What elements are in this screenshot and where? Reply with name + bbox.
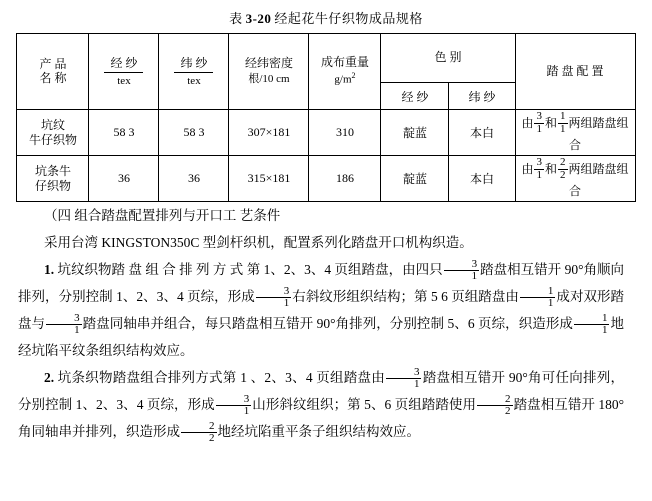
subheader-color-weft: 纬 纱: [449, 83, 515, 110]
cell-product-name: 坑条牛 仔织物: [17, 156, 89, 202]
cell-warp: 58 3: [89, 110, 159, 156]
item-2-paragraph: 2. 坑条织物踏盘组合排列方式第 1 、2、3、4 页组踏盘由 $\frac{3}{1}$ 踏盘相互错开 90°角可任向排列，分别控制 1、2、3、4 页综，形成 $\frac{3}{1}$ 山形斜纹组织；第 5、6 页组踏踏使用 $\frac{2}{2}$ 踏盘相互错开 180°角同轴串并排列，织造形成 $\frac{2}{2}$ 地经坑陷重平条子组织结构效应。: [18, 366, 625, 445]
item-1-number: 1.: [44, 262, 55, 278]
cell-weight: 310: [309, 110, 381, 156]
cell-color-warp: 靛蓝: [381, 110, 449, 156]
item-2-number: 2.: [44, 370, 55, 386]
fraction: $\frac{3}{1}$: [536, 110, 542, 135]
cell-density: 307×181: [229, 110, 309, 156]
item-1-paragraph: 1. 坑纹织物踏 盘 组 合 排 列 方 式 第 1、2、3、4 页组踏盘，由四只 $\frac{3}{1}$ 踏盘相互错开 90°角顺向排列，分别控制 1、2、3、4 页综，形成 $\frac{3}{1}$ 右斜纹形组织结构；第 5 6 页组踏盘由 $\frac{1}{1}$ 成对双形踏盘与 $\frac{3}{1}$ 踏盘同轴串并组合，每只踏盘相互错开 90°角排列，分别控制 5、6 页综，织造形成 $\frac{1}{1}$ 地经坑陷平纹条组织结构效应。: [18, 258, 625, 359]
header-weight: 成布重量 $g/m^2$: [309, 34, 381, 110]
fraction: $\frac{1}{1}$: [574, 313, 610, 336]
cell-treadle: 由 $\frac{3}{1}$ 和 $\frac{2}{2}$ 两组踏盘组合: [515, 156, 635, 202]
cell-color-weft: 本白: [449, 110, 515, 156]
fraction: $\frac{3}{1}$: [46, 313, 82, 336]
cell-weight: 186: [309, 156, 381, 202]
fraction: $\frac{3}{1}$: [216, 394, 252, 417]
table-row: [17, 156, 635, 202]
cell-color-weft: 本白: [449, 156, 515, 202]
header-treadle: 踏 盘 配 置: [515, 34, 635, 110]
fraction: $\frac{2}{2}$: [181, 421, 217, 444]
body-text: [18, 202, 624, 445]
intro-paragraph: 采用台湾 KINGSTON350C 型剑杆织机，配置系列化踏盘开口机构织造。: [44, 235, 473, 251]
table-caption: [0, 8, 652, 27]
header-warp-yarn: 经 纱 tex: [89, 34, 159, 110]
header-color-group: 色 别: [381, 34, 515, 83]
cell-warp: 36: [89, 156, 159, 202]
subheader-color-warp: 经 纱: [381, 83, 449, 110]
cell-product-name: 坑纹 牛仔织物: [17, 110, 89, 156]
spec-table: [16, 33, 635, 202]
fraction: $\frac{3}{1}$: [444, 259, 480, 282]
document-page: [0, 8, 652, 501]
caption-text: 经起花牛仔织物成品规格: [274, 11, 423, 26]
table-header-row: [17, 34, 635, 83]
fraction: $\frac{2}{2}$: [560, 156, 566, 181]
caption-prefix: 表: [229, 11, 243, 26]
table-row: [17, 110, 635, 156]
section-title: （四 组合踏盘配置排列与开口工 艺条件: [44, 208, 281, 224]
fraction: $\frac{3}{1}$: [256, 286, 292, 309]
cell-density: 315×181: [229, 156, 309, 202]
header-product-name: 产 品 名 称: [17, 34, 89, 110]
header-weft-yarn: 纬 纱 tex: [159, 34, 229, 110]
cell-color-warp: 靛蓝: [381, 156, 449, 202]
fraction: $\frac{1}{1}$: [560, 110, 566, 135]
fraction: $\frac{1}{1}$: [520, 286, 556, 309]
cell-weft: 36: [159, 156, 229, 202]
caption-number: 3-20: [245, 11, 272, 26]
fraction: $\frac{2}{2}$: [477, 394, 513, 417]
fraction: $\frac{3}{1}$: [386, 367, 422, 390]
header-density: 经纬密度 根/10 cm: [229, 34, 309, 110]
fraction: $\frac{3}{1}$: [536, 156, 542, 181]
cell-weft: 58 3: [159, 110, 229, 156]
cell-treadle: 由 $\frac{3}{1}$ 和 $\frac{1}{1}$ 两组踏盘组合: [515, 110, 635, 156]
